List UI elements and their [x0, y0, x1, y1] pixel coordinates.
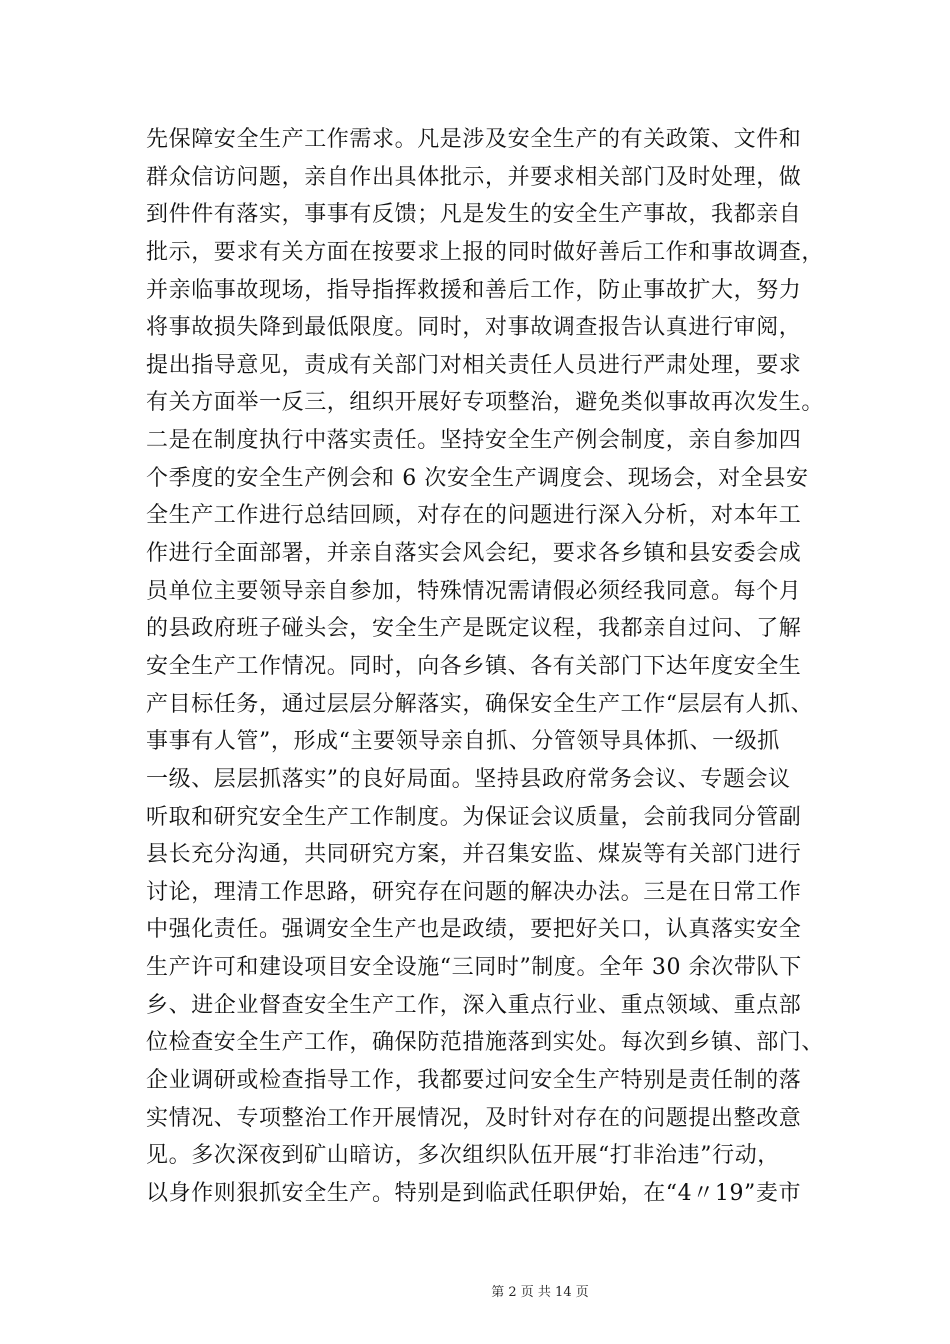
- text-line: 乡、进企业督查安全生产工作，深入重点行业、重点领域、重点部: [146, 992, 802, 1018]
- page-footer: 第 2 页 共 14 页: [491, 1285, 589, 1300]
- text-line: 到件件有落实，事事有反馈；凡是发生的安全生产事故，我都亲自: [146, 202, 802, 228]
- text-line: 员单位主要领导亲自参加，特殊情况需请假必须经我同意。每个月: [146, 578, 802, 604]
- text-line: 生产许可和建设项目安全设施“三同时”制度。全年 30 余次带队下: [146, 955, 802, 981]
- text-line: 讨论，理清工作思路，研究存在问题的解决办法。三是在日常工作: [146, 879, 802, 905]
- text-line: 听取和研究安全生产工作制度。为保证会议质量，会前我同分管副: [146, 804, 802, 830]
- text-line: 有关方面举一反三，组织开展好专项整治，避免类似事故再次发生。: [146, 390, 825, 416]
- body-text: [146, 121, 826, 1213]
- text-line: 位检查安全生产工作，确保防范措施落到实处。每次到乡镇、部门、: [146, 1030, 825, 1056]
- text-line: 二是在制度执行中落实责任。坚持安全生产例会制度，亲自参加四: [146, 428, 802, 454]
- text-line: 安全生产工作情况。同时，向各乡镇、各有关部门下达年度安全生: [146, 653, 802, 679]
- text-line: 产目标任务，通过层层分解落实，确保安全生产工作“层层有人抓、: [146, 691, 814, 717]
- text-line: 个季度的安全生产例会和 6 次安全生产调度会、现场会，对全县安: [146, 465, 809, 491]
- text-line: 以身作则狠抓安全生产。特别是到临武任职伊始，在“4〃19”麦市: [146, 1180, 802, 1206]
- text-line: 中强化责任。强调安全生产也是政绩，要把好关口，认真落实安全: [146, 917, 802, 943]
- text-line: 实情况、专项整治工作开展情况，及时针对存在的问题提出整改意: [146, 1105, 802, 1131]
- text-line: 将事故损失降到最低限度。同时，对事故调查报告认真进行审阅，: [146, 315, 802, 341]
- text-line: 批示，要求有关方面在按要求上报的同时做好善后工作和事故调查，: [146, 239, 825, 265]
- text-line: 作进行全面部署，并亲自落实会风会纪，要求各乡镇和县安委会成: [146, 541, 802, 567]
- text-line: 见。多次深夜到矿山暗访，多次组织队伍开展“打非治违”行动，: [146, 1143, 780, 1169]
- text-line: 县长充分沟通，共同研究方案，并召集安监、煤炭等有关部门进行: [146, 842, 802, 868]
- text-line: 企业调研或检查指导工作，我都要过问安全生产特别是责任制的落: [146, 1068, 802, 1094]
- text-line: 事事有人管”，形成“主要领导亲自抓、分管领导具体抓、一级抓: [146, 729, 780, 755]
- text-line: 一级、层层抓落实”的良好局面。坚持县政府常务会议、专题会议: [146, 766, 791, 792]
- text-line: 全生产工作进行总结回顾，对存在的问题进行深入分析，对本年工: [146, 503, 802, 529]
- text-line: 的县政府班子碰头会，安全生产是既定议程，我都亲自过问、了解: [146, 616, 802, 642]
- text-line: 提出指导意见，责成有关部门对相关责任人员进行严肃处理，要求: [146, 352, 802, 378]
- text-line: 并亲临事故现场，指导指挥救援和善后工作，防止事故扩大，努力: [146, 277, 802, 303]
- text-line: 先保障安全生产工作需求。凡是涉及安全生产的有关政策、文件和: [146, 127, 802, 152]
- text-line: 群众信访问题，亲自作出具体批示，并要求相关部门及时处理，做: [146, 164, 802, 190]
